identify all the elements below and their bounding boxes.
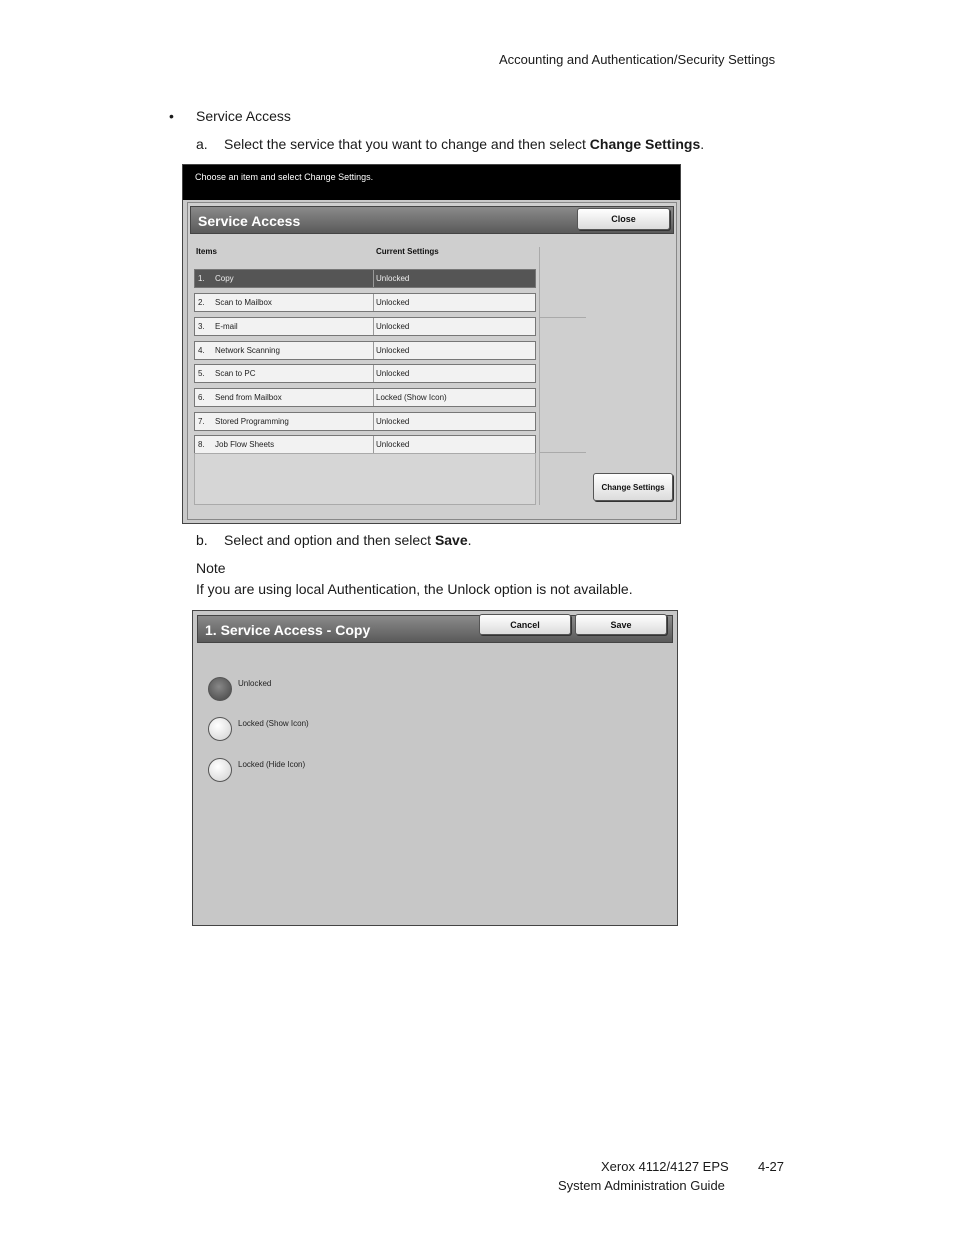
step-b-bold: Save [434, 532, 468, 548]
table-row[interactable] [194, 317, 536, 336]
column-header-current-settings: Current Settings [376, 247, 439, 256]
row-item-name: Copy [215, 274, 234, 283]
row-number: 8. [198, 440, 205, 449]
row-item-name: E-mail [215, 322, 238, 331]
save-button[interactable]: Save [575, 614, 667, 635]
row-current-setting: Unlocked [373, 413, 409, 430]
step-b-suffix: . [467, 532, 472, 548]
radio-label-locked-show-icon: Locked (Show Icon) [238, 719, 309, 728]
row-item-name: Scan to Mailbox [215, 298, 272, 307]
table-row[interactable] [194, 412, 536, 431]
row-current-setting: Unlocked [373, 270, 409, 287]
table-row[interactable] [194, 293, 536, 312]
row-current-setting: Locked (Show Icon) [373, 389, 447, 406]
step-a-suffix: . [700, 136, 705, 152]
cancel-button[interactable]: Cancel [479, 614, 571, 635]
table-row[interactable] [194, 435, 536, 454]
bullet-service-access: Service Access [196, 108, 291, 124]
panel-title: Service Access [190, 206, 674, 234]
row-number: 5. [198, 369, 205, 378]
step-a-text [224, 136, 704, 152]
row-item-name: Send from Mailbox [215, 393, 282, 402]
change-settings-button[interactable]: Change Settings [593, 473, 673, 501]
row-current-setting: Unlocked [373, 318, 409, 335]
row-current-setting: Unlocked [373, 294, 409, 311]
table-row[interactable] [194, 364, 536, 383]
footer-guide-title: System Administration Guide [558, 1178, 725, 1193]
note-text: If you are using local Authentication, the Unlock option is not available. [196, 581, 633, 597]
list-scrollbar[interactable] [539, 247, 585, 505]
column-header-items: Items [196, 247, 217, 256]
list-empty-area [194, 453, 536, 505]
row-item-name: Scan to PC [215, 369, 256, 378]
radio-unlocked[interactable] [208, 677, 232, 701]
service-access-copy-screen [192, 610, 678, 926]
radio-label-unlocked: Unlocked [238, 679, 272, 688]
row-number: 3. [198, 322, 205, 331]
close-button[interactable]: Close [577, 208, 670, 230]
step-b-prefix: Select and option and then select [224, 532, 435, 548]
table-row[interactable] [194, 388, 536, 407]
footer-product: Xerox 4112/4127 EPS [601, 1159, 729, 1174]
radio-locked-show-icon[interactable] [208, 717, 232, 741]
panel-title: 1. Service Access - Copy [197, 615, 673, 643]
note-label: Note [196, 560, 226, 576]
table-row[interactable] [194, 341, 536, 360]
row-item-name: Job Flow Sheets [215, 440, 275, 449]
footer-page-number: 4-27 [758, 1159, 785, 1174]
step-a-prefix: Select the service that you want to change and then select [224, 136, 590, 152]
row-number: 6. [198, 393, 205, 402]
row-number: 7. [198, 417, 205, 426]
scrollbar-divider [540, 317, 586, 318]
service-access-screen [182, 164, 681, 524]
instruction-bar: Choose an item and select Change Settings. [183, 165, 680, 200]
radio-locked-hide-icon[interactable] [208, 758, 232, 782]
row-number: 4. [198, 346, 205, 355]
step-a-marker: a. [196, 136, 208, 152]
row-item-name: Stored Programming [215, 417, 289, 426]
step-b-text [224, 532, 472, 548]
scrollbar-divider [540, 452, 586, 453]
row-number: 1. [198, 274, 205, 283]
row-current-setting: Unlocked [373, 436, 409, 453]
row-current-setting: Unlocked [373, 342, 409, 359]
running-header: Accounting and Authentication/Security Settings [499, 52, 776, 67]
service-access-panel [187, 202, 677, 520]
bullet-dot: • [169, 108, 174, 124]
table-row[interactable] [194, 269, 536, 288]
step-a-bold: Change Settings [589, 136, 701, 152]
radio-label-locked-hide-icon: Locked (Hide Icon) [238, 760, 306, 769]
step-b-marker: b. [196, 532, 208, 548]
row-number: 2. [198, 298, 205, 307]
row-current-setting: Unlocked [373, 365, 409, 382]
row-item-name: Network Scanning [215, 346, 280, 355]
